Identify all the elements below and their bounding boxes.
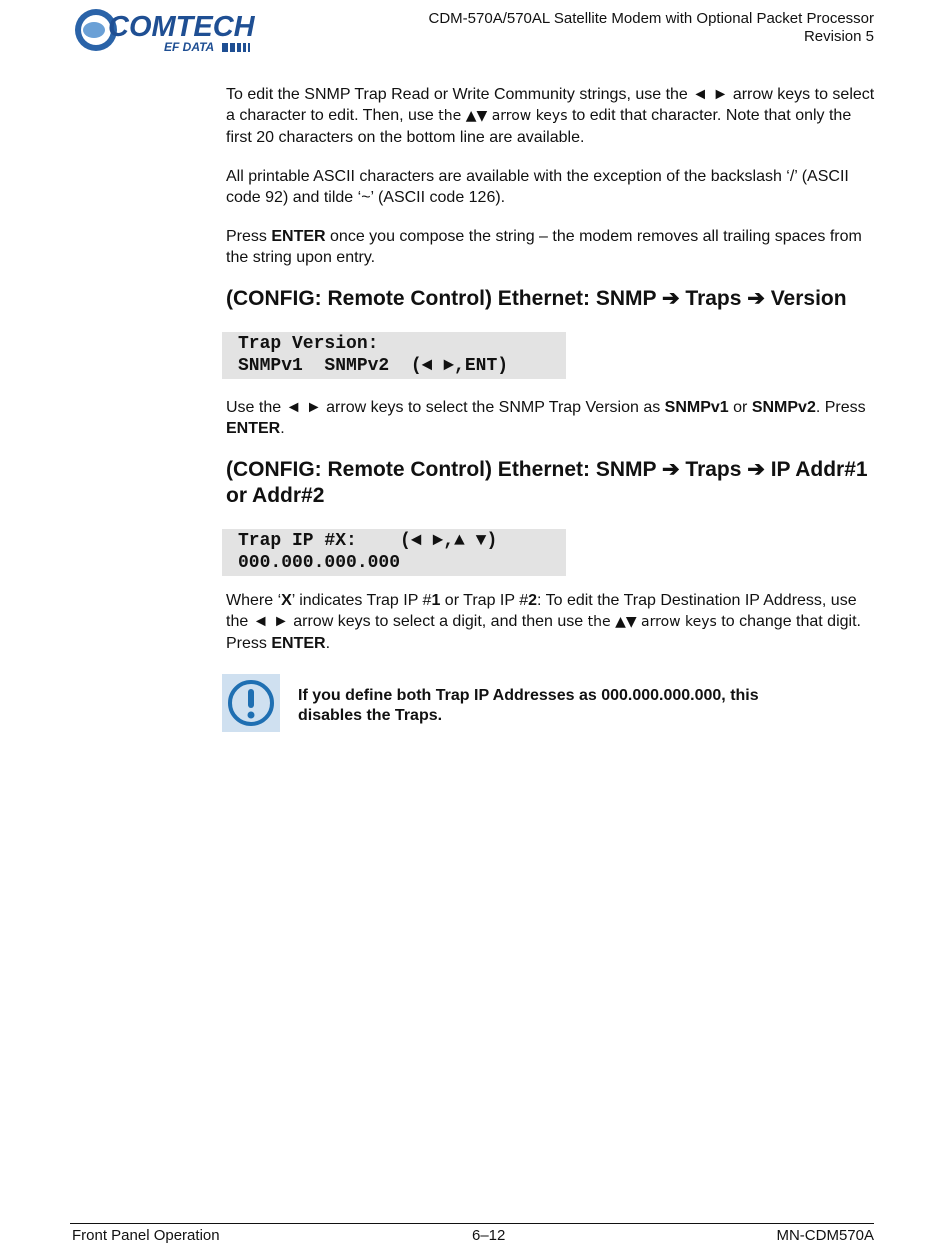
text-span: . Press xyxy=(815,399,866,416)
paragraph-trap-ip xyxy=(226,590,876,654)
text-span: to edit that character. Note that only the first 20 characters on the bottom line are available. xyxy=(226,107,852,146)
document-revision: Revision 5 xyxy=(803,28,874,45)
text-span: Press xyxy=(226,228,272,245)
ip2-keyword: 2 xyxy=(528,592,537,609)
text-span: or xyxy=(728,399,752,416)
lcd-line-2: SNMPv1 SNMPv2 (◄ ►,ENT) xyxy=(238,356,509,376)
text-span: . xyxy=(280,420,285,437)
page-content xyxy=(226,84,876,732)
enter-keyword: ENTER xyxy=(271,228,326,245)
text-span: To edit the SNMP Trap Read or Write Community strings, use the ◄ ► arrow keys to select a character to edit. Then, use xyxy=(226,86,875,124)
exclamation-circle-icon xyxy=(222,674,280,732)
lcd-line-1: Trap Version: xyxy=(238,334,379,354)
important-note xyxy=(222,674,876,732)
paragraph-ascii: All printable ASCII characters are available with the exception of the backslash ‘/’ (ASCII code 92) and tilde ‘~’ (ASCII code 126). xyxy=(226,168,849,206)
arrow-icon: ➔ xyxy=(747,458,765,481)
paragraph-select-version xyxy=(226,397,876,439)
text-span: once you compose the string – the modem removes all trailing spaces from the string upon entry. xyxy=(226,228,862,266)
text-span: IP Addr#1 or Addr#2 xyxy=(226,458,868,507)
paragraph-edit-community xyxy=(226,84,876,148)
arrow-icon: ➔ xyxy=(747,287,765,310)
lcd-line-1: Trap IP #X: (◄ ►,▲ ▼) xyxy=(238,531,498,551)
paragraph-press-enter xyxy=(226,226,876,268)
text-span: to change that digit. Press xyxy=(226,613,861,652)
text-span: Traps xyxy=(679,458,748,481)
heading-trap-ip xyxy=(226,457,876,509)
lcd-display-trap-ip xyxy=(222,529,566,576)
enter-keyword: ENTER xyxy=(226,420,281,437)
enter-keyword: ENTER xyxy=(271,635,326,652)
snmpv1-keyword: SNMPv1 xyxy=(664,399,729,416)
text-span: Version xyxy=(764,287,847,310)
text-span: the ▲▼ arrow keys xyxy=(438,108,568,124)
note-text: If you define both Trap IP Addresses as 000.000.000.000, this disables the Traps. xyxy=(298,687,759,724)
snmpv2-keyword: SNMPv2 xyxy=(751,399,816,416)
lcd-line-2: 000.000.000.000 xyxy=(238,553,401,573)
heading-trap-version xyxy=(226,286,876,312)
ip1-keyword: 1 xyxy=(431,592,441,609)
text-span: (CONFIG: Remote Control) Ethernet: SNMP xyxy=(226,458,662,481)
text-span: the ▲▼ arrow keys xyxy=(587,614,717,630)
logo-sub-text: EF DATA xyxy=(164,40,215,54)
text-span: : To edit the Trap Destination IP Address, use the ◄ ► arrow keys to select a digit, and then use xyxy=(226,592,857,630)
document-title: CDM-570A/570AL Satellite Modem with Optional Packet Processor xyxy=(428,10,874,27)
footer-doc-number: MN-CDM570A xyxy=(776,1227,874,1244)
text-span: or Trap IP # xyxy=(440,592,529,609)
x-keyword: X xyxy=(281,592,292,609)
arrow-icon: ➔ xyxy=(661,458,680,481)
comtech-logo xyxy=(72,6,292,54)
text-span: Traps xyxy=(679,287,748,310)
text-span: Where ‘ xyxy=(226,592,282,609)
page-header xyxy=(429,10,874,46)
arrow-icon: ➔ xyxy=(661,287,680,310)
footer-page-number: 6–12 xyxy=(472,1227,506,1244)
lcd-display-trap-version xyxy=(222,332,566,379)
footer-divider xyxy=(70,1223,874,1224)
text-span: (CONFIG: Remote Control) Ethernet: SNMP xyxy=(226,287,662,310)
footer-section-name: Front Panel Operation xyxy=(72,1227,220,1244)
text-span: Use the ◄ ► arrow keys to select the SNMP Trap Version as xyxy=(226,399,665,416)
text-span: . xyxy=(325,635,331,652)
text-span: ’ indicates Trap IP # xyxy=(291,592,432,609)
logo-main-text: COMTECH xyxy=(108,11,255,43)
